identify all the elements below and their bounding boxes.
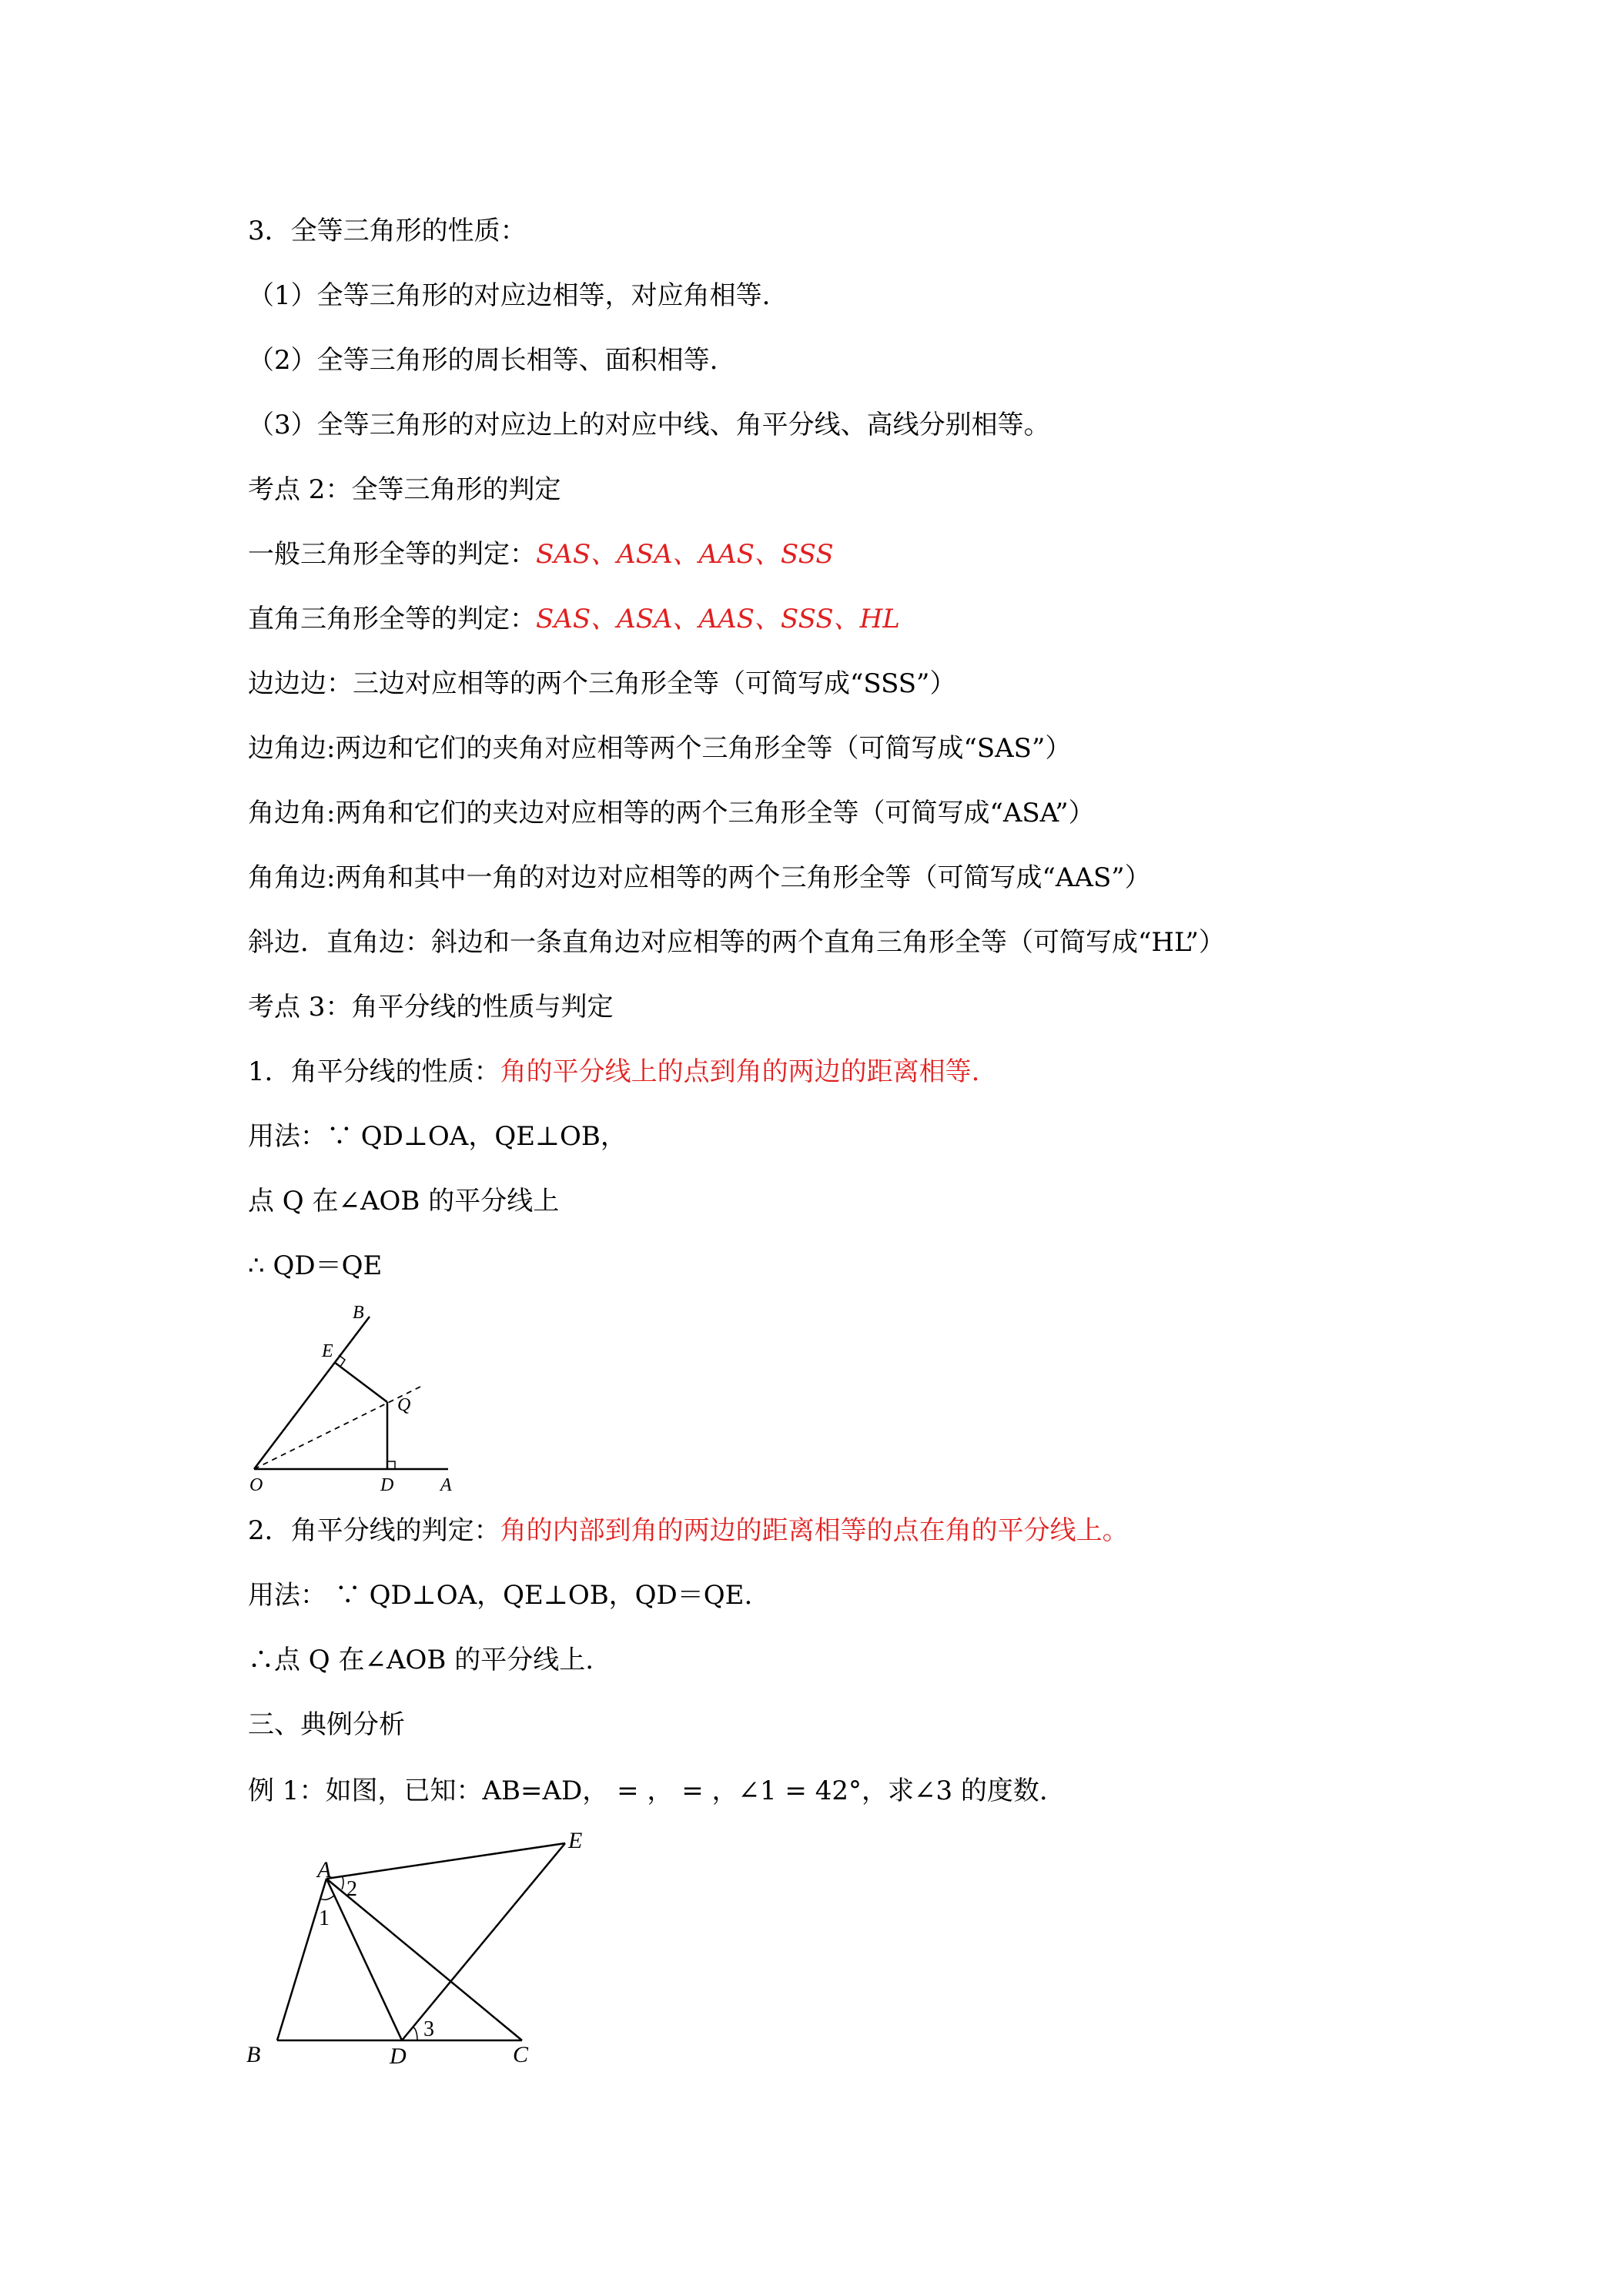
text-line: 2．角平分线的判定：角的内部到角的两边的距离相等的点在角的平分线上。 — [248, 1515, 1129, 1546]
label-e: E — [568, 1828, 583, 1853]
angle-mark-3 — [413, 2027, 417, 2040]
angle-bisector-figure — [239, 1301, 470, 1494]
section-heading: 三、典例分析 — [248, 1709, 405, 1740]
label-angle-3: 3 — [423, 2017, 434, 2041]
segment-ae — [326, 1843, 565, 1879]
angle-mark-1 — [320, 1896, 334, 1899]
example-figure — [239, 1828, 601, 2069]
text-line: 1．角平分线的性质：角的平分线上的点到角的两边的距离相等. — [248, 1056, 980, 1087]
text-line: 边边边：三边对应相等的两个三角形全等（可简写成“SSS”） — [248, 668, 956, 699]
text-line: 一般三角形全等的判定：SAS、ASA、AAS、SSS — [248, 539, 834, 570]
text-line: （2）全等三角形的周长相等、面积相等. — [248, 345, 718, 376]
label-q: Q — [397, 1395, 411, 1415]
label-b: B — [246, 2042, 261, 2067]
right-angle-mark-d — [387, 1461, 395, 1469]
text-line: 斜边．直角边：斜边和一条直角边对应相等的两个直角三角形全等（可简写成“HL”） — [248, 927, 1225, 958]
text-line: 3．全等三角形的性质： — [248, 216, 527, 246]
segment-ed — [402, 1843, 565, 2040]
text-line: ∴ QD＝QE — [248, 1250, 383, 1281]
text-line: 直角三角形全等的判定：SAS、ASA、AAS、SSS、HL — [248, 604, 900, 634]
label-e: E — [322, 1341, 333, 1361]
segment-ac — [326, 1879, 522, 2040]
text-line: 边角边:两边和它们的夹角对应相等两个三角形全等（可简写成“SAS”） — [248, 733, 1072, 764]
text-line: ∴点 Q 在∠AOB 的平分线上. — [248, 1645, 594, 1675]
text-line: （1）全等三角形的对应边相等，对应角相等. — [248, 280, 771, 311]
highlight-text: 角的内部到角的两边的距离相等的点在角的平分线上。 — [500, 1515, 1129, 1546]
text-line: （3）全等三角形的对应边上的对应中线、角平分线、高线分别相等。 — [248, 410, 1050, 440]
text-line: 例 1：如图，已知：AB=AD， = ， = ，∠1 = 42°，求∠3 的度数. — [248, 1776, 1048, 1806]
label-angle-1: 1 — [319, 1906, 330, 1930]
text-line: 用法： ∵ QD⊥OA，QE⊥OB，QD＝QE. — [248, 1580, 753, 1611]
label-d: D — [380, 1475, 394, 1495]
text-line: 角边角:两角和它们的夹边对应相等的两个三角形全等（可简写成“ASA”） — [248, 798, 1095, 828]
label-b: B — [353, 1303, 364, 1323]
label-a: A — [317, 1857, 332, 1883]
text-line: 用法：∵ QD⊥OA，QE⊥OB， — [248, 1121, 627, 1152]
label-angle-2: 2 — [346, 1877, 357, 1901]
ray-ob — [254, 1317, 370, 1469]
label-c: C — [513, 2042, 529, 2067]
highlight-text: SAS、ASA、AAS、SSS — [536, 539, 834, 570]
text-line: 点 Q 在∠AOB 的平分线上 — [248, 1186, 560, 1217]
section-heading: 考点 2：全等三角形的判定 — [248, 474, 561, 505]
label-o: O — [249, 1475, 263, 1495]
segment-ab — [277, 1879, 326, 2040]
label-d: D — [390, 2043, 407, 2069]
highlight-text: SAS、ASA、AAS、SSS、HL — [536, 604, 900, 634]
text-line: 角角边:两角和其中一角的对边对应相等的两个三角形全等（可简写成“AAS”） — [248, 862, 1151, 893]
segment-qe — [334, 1362, 387, 1402]
section-heading: 考点 3：角平分线的性质与判定 — [248, 992, 614, 1022]
highlight-text: 角的平分线上的点到角的两边的距离相等. — [500, 1056, 980, 1087]
label-a: A — [440, 1475, 452, 1495]
segment-ad — [326, 1879, 402, 2040]
angle-mark-2 — [342, 1876, 343, 1889]
